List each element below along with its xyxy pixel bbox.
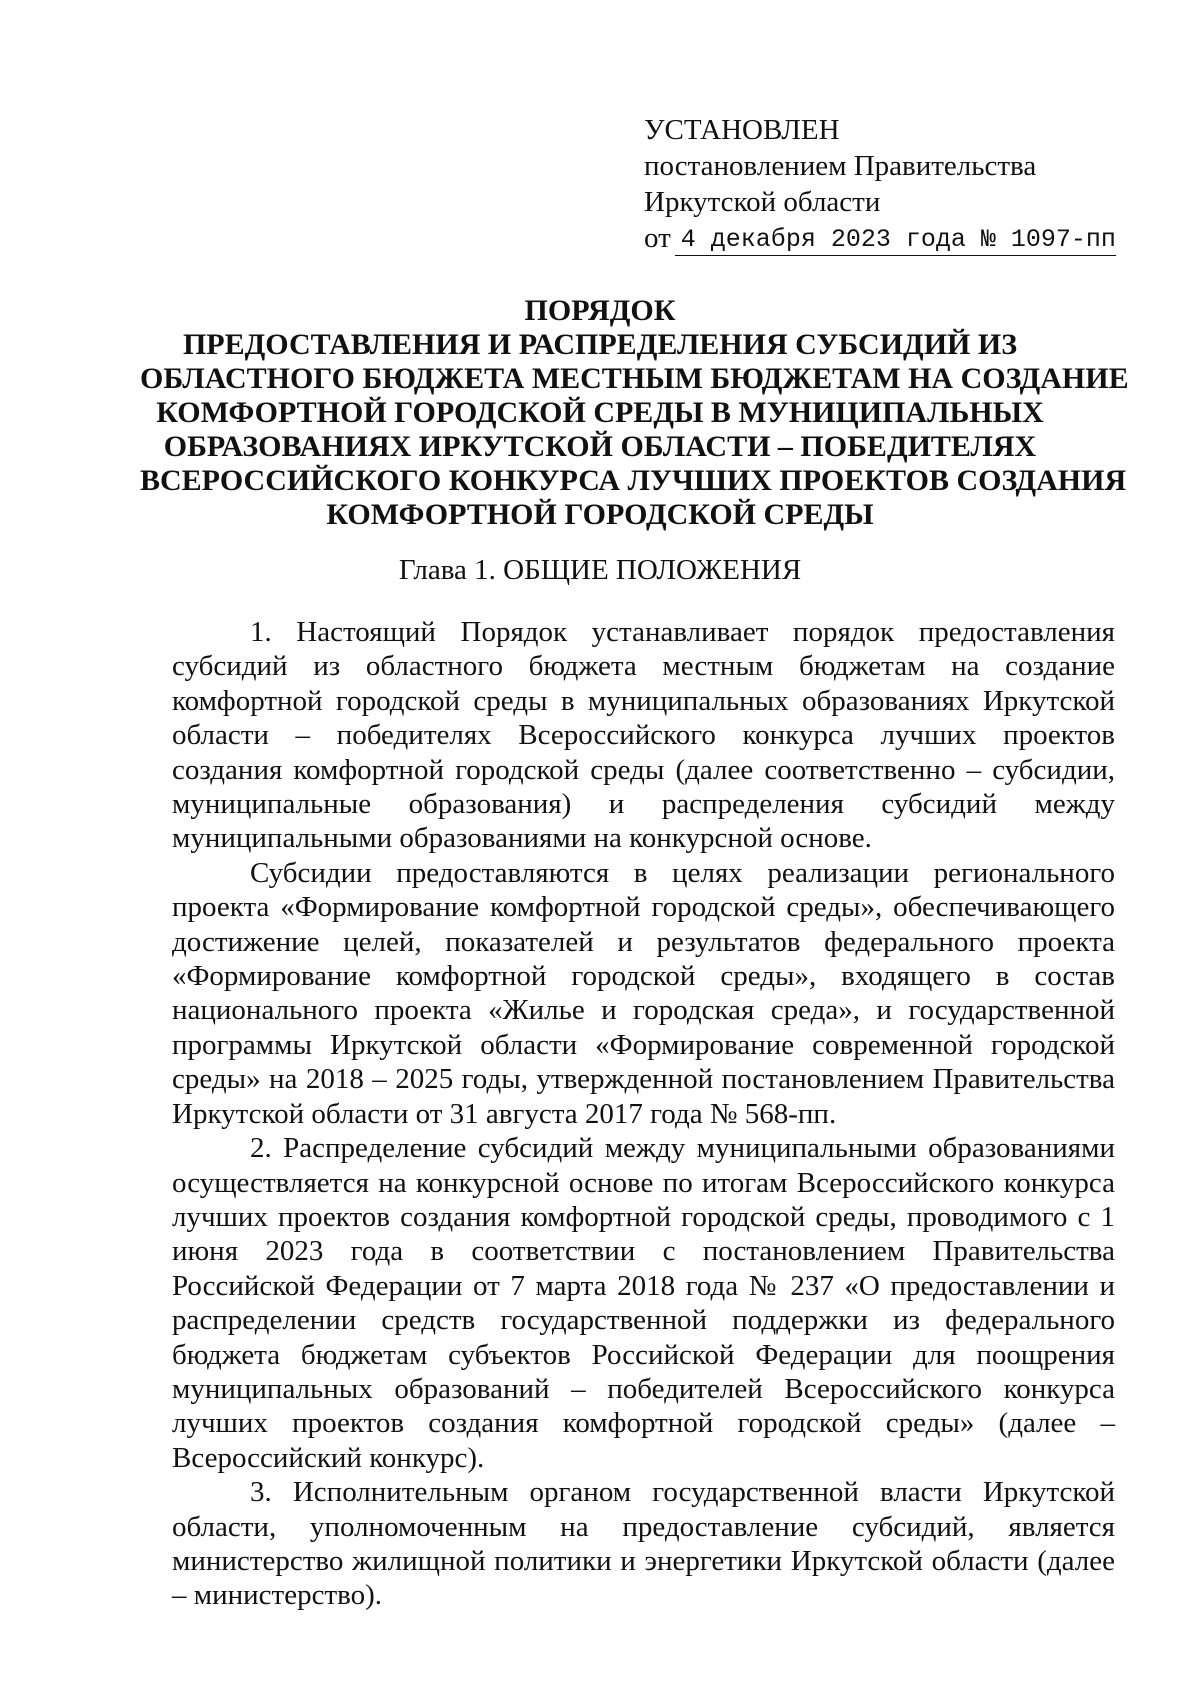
title-line: ПОРЯДОК [524, 294, 676, 327]
title-line: ОБРАЗОВАНИЯХ ИРКУТСКОЙ ОБЛАСТИ – ПОБЕДИТЕЛЯХ [163, 430, 1037, 463]
approval-date-line [644, 220, 1114, 256]
title-line: ВСЕРОССИЙСКОГО КОНКУРСА ЛУЧШИХ ПРОЕКТОВ СОЗДАНИЯ [140, 464, 1127, 497]
paragraph: 3. Исполнительным органом государственной власти Иркутской области, уполномоченным на предоставление субсидий, является министерство жилищной политики и энергетики Иркутской области (далее – министерство). [172, 1476, 1115, 1612]
approval-date-prefix: от [644, 222, 671, 254]
document-title [140, 294, 1129, 532]
approval-heading: УСТАНОВЛЕН [644, 114, 840, 146]
paragraph: 2. Распределение субсидий между муниципальными образованиями осуществляется на конкурсной основе по итогам Всероссийского конкурса лучших проектов создания комфортной городской среды, проводимого с 1 июня 2023 года в соответствии с постановлением Правительства Российской Федерации от 7 марта 2018 года № 237 «О предоставлении и распределении средств государственной поддержки из федерального бюджета бюджетам субъектов Российской Федерации для поощрения муниципальных образований – победителей Всероссийского конкурса лучших проектов создания комфортной городской среды» (далее – Всероссийский конкурс). [172, 1132, 1115, 1474]
paragraph: Субсидии предоставляются в целях реализации регионального проекта «Формирование комфортной городской среды», обеспечивающего достижение целей, показателей и результатов федерального проекта «Формирование комфортной городской среды», входящего в состав национального проекта «Жилье и городская среда», и государственной программы Иркутской области «Формирование современной городской среды» на 2018 – 2025 годы, утвержденной постановлением Правительства Иркутской области от 31 августа 2017 года № 568-пп. [172, 856, 1115, 1130]
chapter-heading: Глава 1. ОБЩИЕ ПОЛОЖЕНИЯ [398, 554, 802, 586]
document-body [172, 615, 1115, 1613]
title-line: ПРЕДОСТАВЛЕНИЯ И РАСПРЕДЕЛЕНИЯ СУБСИДИЙ ИЗ [182, 328, 1018, 361]
approval-block [644, 112, 1114, 256]
approval-region: Иркутской области [644, 186, 881, 218]
title-line: КОМФОРТНОЙ ГОРОДСКОЙ СРЕДЫ В МУНИЦИПАЛЬНЫХ [156, 396, 1044, 429]
approval-issuer: постановлением Правительства [644, 150, 1037, 182]
approval-date-value: 4 декабря 2023 года № 1097-пп [675, 225, 1116, 256]
title-line: КОМФОРТНОЙ ГОРОДСКОЙ СРЕДЫ [326, 498, 874, 531]
title-line: ОБЛАСТНОГО БЮДЖЕТА МЕСТНЫМ БЮДЖЕТАМ НА СОЗДАНИЕ [140, 362, 1129, 395]
paragraph: 1. Настоящий Порядок устанавливает порядок предоставления субсидий из областного бюджета местным бюджетам на создание комфортной городской среды в муниципальных образованиях Иркутской области – победителях Всероссийского конкурса лучших проектов создания комфортной городской среды (далее соответственно – субсидии, муниципальные образования) и распределения субсидий между муниципальными образованиями на конкурсной основе. [172, 616, 1115, 855]
